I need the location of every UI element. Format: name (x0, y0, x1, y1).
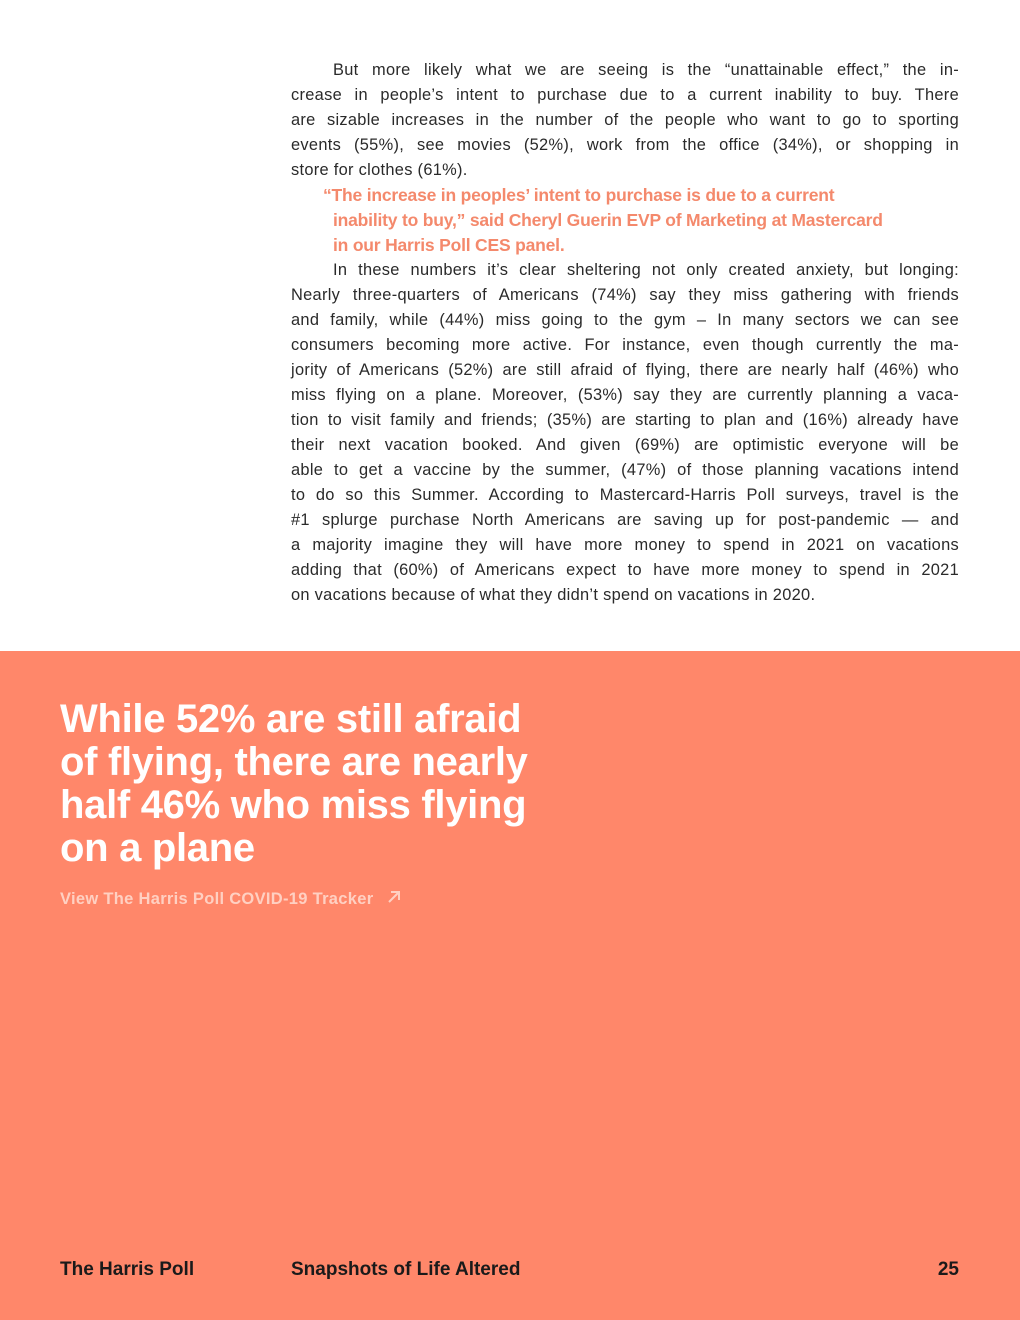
text-line: jority of Americans (52%) are still afraid of flying, there are nearly half (46%) who (291, 361, 959, 379)
quote-line: “The increase in peoples’ intent to purchase is due to a current (323, 185, 835, 205)
text-line: #1 splurge purchase North Americans are saving up for post-pandemic — and (291, 511, 959, 529)
text-line: consumers becoming more active. For instance, even though currently the ma- (291, 336, 959, 354)
panel-headline (60, 698, 580, 870)
page-number: 25 (937, 1259, 959, 1280)
article-body (291, 58, 959, 608)
text-line: on vacations because of what they didn’t spend on vacations in 2020. (291, 586, 816, 604)
tracker-link-label: View The Harris Poll COVID-19 Tracker (60, 890, 374, 908)
text-line: store for clothes (61%). (291, 161, 468, 179)
text-line: able to get a vaccine by the summer, (47%) of those planning vacations intend (291, 461, 959, 479)
quote-line: in our Harris Poll CES panel. (333, 235, 565, 255)
quote-line: inability to buy,” said Cheryl Guerin EVP of Marketing at Mastercard (333, 210, 883, 230)
text-line: their next vacation booked. And given (69%) are optimistic everyone will be (291, 436, 959, 454)
pull-quote (291, 183, 959, 258)
text-line: to do so this Summer. According to Mastercard-Harris Poll surveys, travel is the (291, 486, 959, 504)
text-line: tion to visit family and friends; (35%) are starting to plan and (16%) already have (291, 411, 959, 429)
headline-line: of flying, there are nearly (60, 740, 528, 784)
text-line: miss flying on a plane. Moreover, (53%) say they are currently planning a vaca- (291, 386, 959, 404)
arrow-up-right-icon (387, 890, 401, 909)
text-line: a majority imagine they will have more money to spend in 2021 on vacations (291, 536, 959, 554)
footer-publication: Snapshots of Life Altered (291, 1259, 521, 1280)
highlight-panel (0, 651, 1020, 1320)
text-line: But more likely what we are seeing is the “unattainable effect,” the in- (333, 61, 959, 79)
headline-line: half 46% who miss flying (60, 783, 527, 827)
covid-tracker-link[interactable] (60, 890, 401, 909)
headline-line: on a plane (60, 826, 255, 870)
text-line: In these numbers it’s clear sheltering not only created anxiety, but longing: (333, 261, 959, 279)
text-line: and family, while (44%) miss going to the gym – In many sectors we can see (291, 311, 959, 329)
text-line: Nearly three-quarters of Americans (74%) say they miss gathering with friends (291, 286, 959, 304)
paragraph-longing (291, 258, 959, 608)
text-line: are sizable increases in the number of the people who want to go to sporting (291, 111, 959, 129)
text-line: adding that (60%) of Americans expect to have more money to spend in 2021 (291, 561, 959, 579)
text-line: events (55%), see movies (52%), work from the office (34%), or shopping in (291, 136, 959, 154)
paragraph-unattainable-effect (291, 58, 959, 183)
text-line: crease in people’s intent to purchase due to a current inability to buy. There (291, 86, 959, 104)
headline-line: While 52% are still afraid (60, 697, 522, 741)
footer-brand: The Harris Poll (60, 1259, 195, 1280)
